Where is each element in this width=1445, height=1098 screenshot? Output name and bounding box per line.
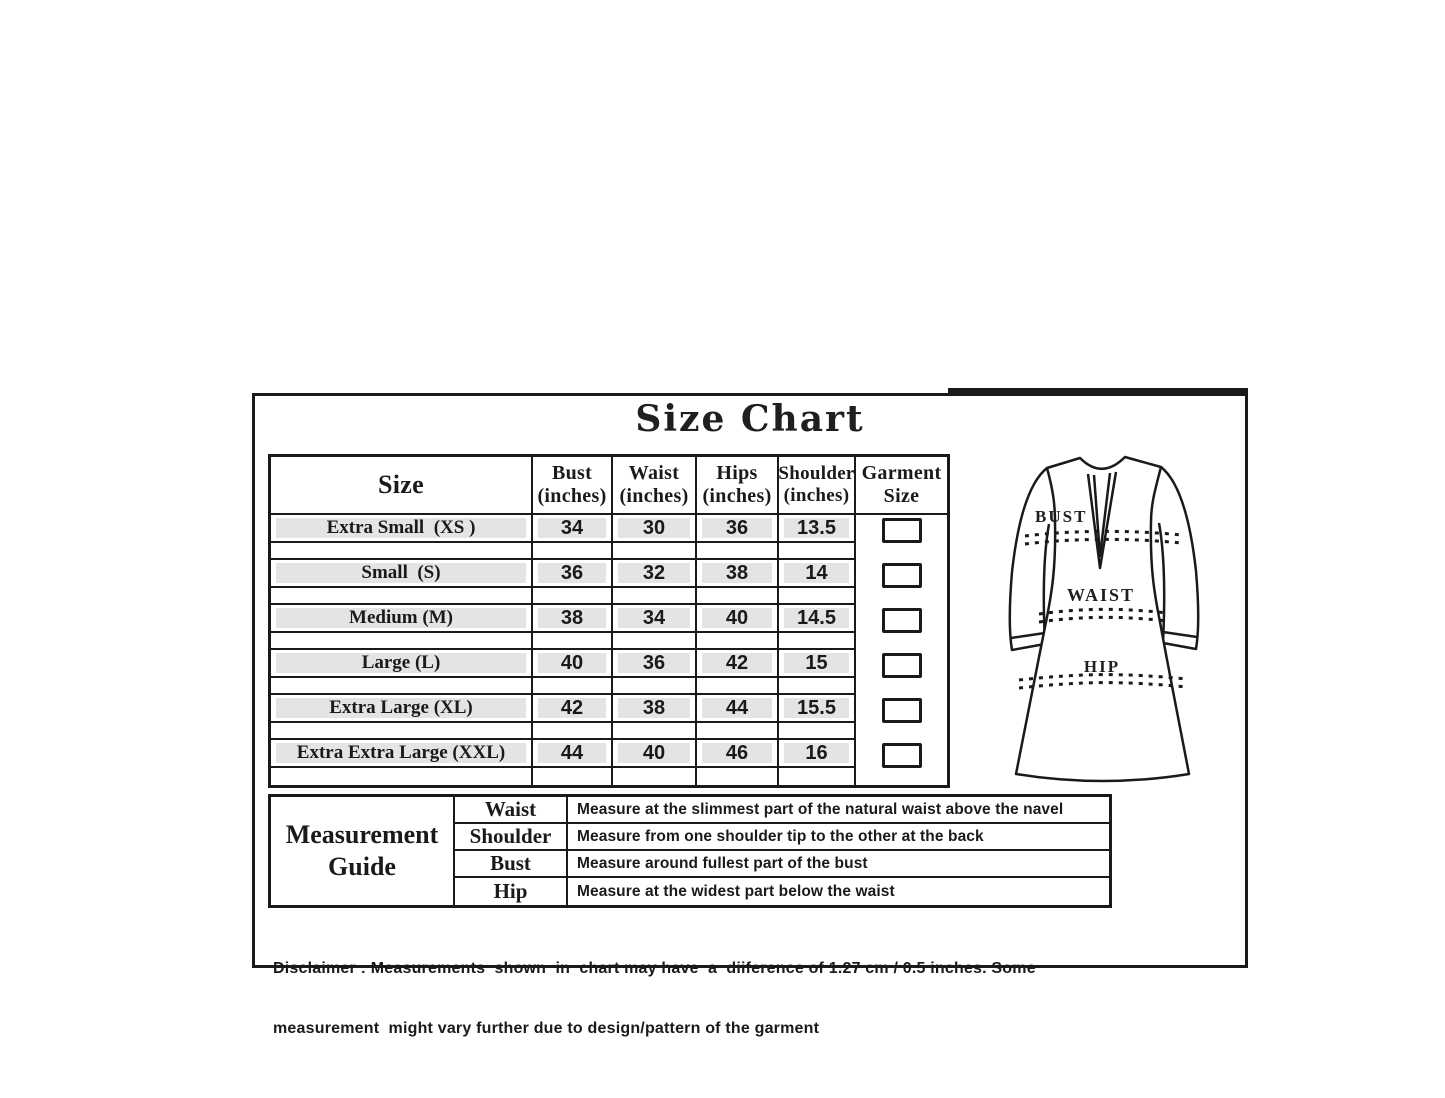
garment-size-checkbox-xxl[interactable] [882, 743, 922, 768]
spacer-cell [271, 723, 533, 740]
measurement-guide-heading: Measurement Guide [271, 797, 455, 905]
hips-cell: 38 [697, 560, 779, 588]
waist-cell: 36 [613, 650, 697, 678]
spacer-cell [697, 768, 779, 785]
size-cell: Extra Small (XS ) [271, 515, 533, 543]
hips-cell: 40 [697, 605, 779, 633]
spacer-cell [779, 678, 856, 695]
size-cell: Large (L) [271, 650, 533, 678]
shoulder-cell: 15.5 [779, 695, 856, 723]
size-cell: Small (S) [271, 560, 533, 588]
spacer-cell [697, 723, 779, 740]
spacer-cell [533, 678, 613, 695]
shoulder-cell: 14 [779, 560, 856, 588]
spacer-cell [779, 588, 856, 605]
spacer-cell [613, 768, 697, 785]
waist-cell: 40 [613, 740, 697, 768]
guide-label-bust: Bust [455, 851, 568, 878]
garment-size-checkbox-xl[interactable] [882, 698, 922, 723]
garment-size-checkbox-m[interactable] [882, 608, 922, 633]
spacer-cell [271, 768, 533, 785]
disclaimer-text [273, 919, 1223, 1079]
waist-cell: 34 [613, 605, 697, 633]
waist-label: WAIST [1066, 585, 1136, 605]
shoulder-cell: 14.5 [779, 605, 856, 633]
spacer-cell [271, 678, 533, 695]
bust-cell: 44 [533, 740, 613, 768]
spacer-cell [613, 678, 697, 695]
guide-description-waist: Measure at the slimmest part of the natural waist above the navel [568, 797, 1109, 824]
guide-label-shoulder: Shoulder [455, 824, 568, 851]
disclaimer-line-2: measurement might vary further due to design/pattern of the garment [273, 1020, 820, 1037]
column-header-waist: Waist (inches) [613, 457, 697, 515]
spacer-cell [697, 543, 779, 560]
right-sleeve [1159, 467, 1198, 649]
spacer-cell [271, 543, 533, 560]
guide-label-hip: Hip [455, 878, 568, 905]
measurement-guide-table [268, 794, 1112, 908]
bust-cell: 34 [533, 515, 613, 543]
waist-cell: 32 [613, 560, 697, 588]
garment-size-column [856, 515, 947, 785]
guide-description-bust: Measure around fullest part of the bust [568, 851, 1109, 878]
checkbox-row [856, 515, 947, 560]
guide-label-waist: Waist [455, 797, 568, 824]
size-cell: Extra Large (XL) [271, 695, 533, 723]
spacer-cell [533, 768, 613, 785]
spacer-cell [271, 633, 533, 650]
checkbox-row [856, 650, 947, 695]
checkbox-row [856, 740, 947, 785]
column-header-size: Size [271, 457, 533, 515]
garment-illustration [983, 442, 1227, 798]
garment-size-checkbox-l[interactable] [882, 653, 922, 678]
spacer-cell [271, 588, 533, 605]
spacer-cell [613, 543, 697, 560]
hips-cell: 36 [697, 515, 779, 543]
shoulder-cell: 16 [779, 740, 856, 768]
waist-cell: 30 [613, 515, 697, 543]
shoulder-cell: 15 [779, 650, 856, 678]
column-header-shoulder: Shoulder (inches) [779, 457, 856, 515]
hips-cell: 46 [697, 740, 779, 768]
spacer-cell [779, 633, 856, 650]
hip-label: HIP [1083, 657, 1121, 676]
spacer-cell [533, 633, 613, 650]
guide-description-shoulder: Measure from one shoulder tip to the other at the back [568, 824, 1109, 851]
size-table [268, 454, 950, 788]
spacer-cell [779, 543, 856, 560]
bust-cell: 38 [533, 605, 613, 633]
hips-cell: 44 [697, 695, 779, 723]
column-header-hips: Hips (inches) [697, 457, 779, 515]
checkbox-row [856, 605, 947, 650]
size-chart-panel [252, 393, 1248, 1037]
spacer-cell [779, 768, 856, 785]
spacer-cell [533, 723, 613, 740]
page-title: Size Chart [635, 398, 865, 440]
spacer-cell [697, 633, 779, 650]
spacer-cell [533, 543, 613, 560]
spacer-cell [697, 588, 779, 605]
spacer-cell [533, 588, 613, 605]
column-header-bust: Bust (inches) [533, 457, 613, 515]
spacer-cell [697, 678, 779, 695]
spacer-cell [779, 723, 856, 740]
checkbox-row [856, 695, 947, 740]
top-border-artifact [948, 388, 1248, 394]
spacer-cell [613, 633, 697, 650]
bust-cell: 42 [533, 695, 613, 723]
spacer-cell [613, 588, 697, 605]
size-cell: Medium (M) [271, 605, 533, 633]
column-header-garment-size: Garment Size [856, 457, 947, 515]
spacer-cell [613, 723, 697, 740]
waist-cell: 38 [613, 695, 697, 723]
bust-cell: 36 [533, 560, 613, 588]
bust-label: BUST [1035, 507, 1088, 526]
garment-size-checkbox-xs[interactable] [882, 518, 922, 543]
hips-cell: 42 [697, 650, 779, 678]
garment-size-checkbox-s[interactable] [882, 563, 922, 588]
bust-cell: 40 [533, 650, 613, 678]
size-cell: Extra Extra Large (XXL) [271, 740, 533, 768]
checkbox-row [856, 560, 947, 605]
disclaimer-line-1: Disclaimer : Measurements shown in chart may have a diiference of 1.27 cm / 0.5 inches. Some [273, 960, 1036, 977]
shoulder-cell: 13.5 [779, 515, 856, 543]
guide-description-hip: Measure at the widest part below the waist [577, 882, 895, 900]
